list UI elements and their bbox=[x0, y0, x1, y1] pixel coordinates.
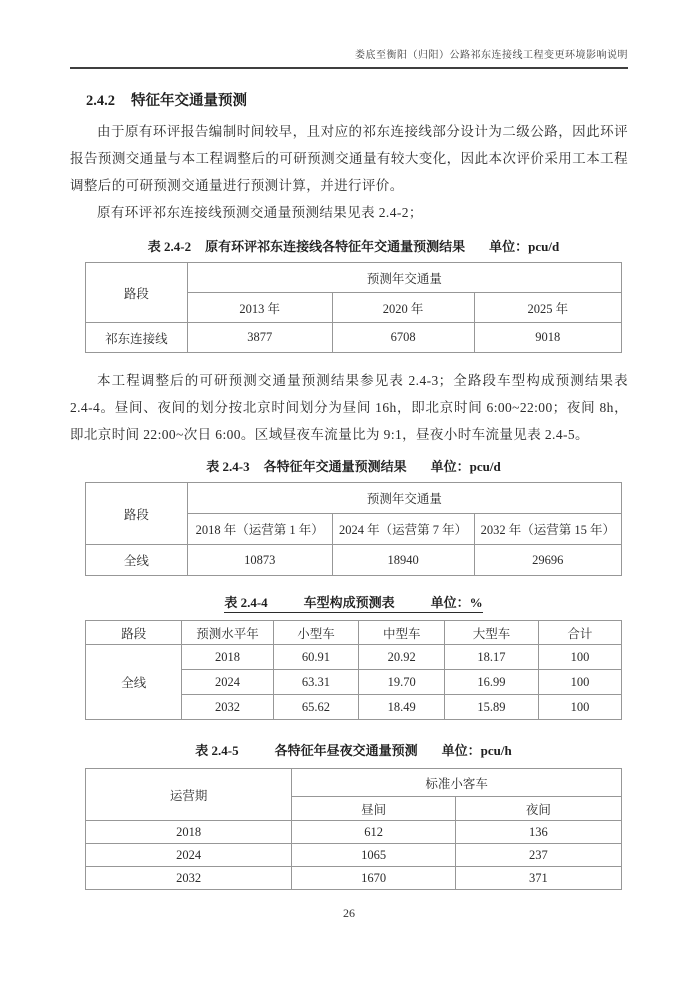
table-2-4-3-title: 各特征年交通量预测结果 bbox=[263, 459, 407, 474]
table-2-4-3-caption bbox=[85, 458, 622, 476]
table-2-4-4-col-header: 中型车 bbox=[359, 621, 445, 645]
table-cell: 16.99 bbox=[445, 670, 539, 695]
table-cell: 9018 bbox=[474, 323, 621, 353]
table-cell: 18.17 bbox=[445, 645, 539, 670]
table-2-4-2-row-label: 祁东连接线 bbox=[86, 323, 188, 353]
table-2-4-4-label: 表 2.4-4 bbox=[224, 595, 268, 610]
table-cell: 371 bbox=[455, 867, 621, 890]
table-row bbox=[86, 263, 622, 293]
table-2-4-5-label: 表 2.4-5 bbox=[195, 743, 239, 758]
table-2-4-4-col-header: 路段 bbox=[86, 621, 182, 645]
table-2-4-5-header-period: 运营期 bbox=[86, 769, 292, 821]
table-2-4-4-col-header: 预测水平年 bbox=[182, 621, 273, 645]
table-cell: 2018 bbox=[86, 821, 292, 844]
table-2-4-3-year-header: 2018 年（运营第 1 年） bbox=[187, 514, 332, 545]
table-2-4-5-unit: 单位：pcu/h bbox=[441, 743, 512, 758]
table-row bbox=[86, 769, 622, 797]
table-2-4-5-title: 各特征年昼夜交通量预测 bbox=[274, 743, 418, 758]
table-row bbox=[86, 545, 622, 576]
table-2-4-2-title: 原有环评祁东连接线各特征年交通量预测结果 bbox=[205, 239, 466, 254]
table-2-4-2-label: 表 2.4-2 bbox=[147, 239, 192, 254]
table-2-4-5-group-header: 标准小客车 bbox=[292, 769, 622, 797]
table-row bbox=[86, 483, 622, 514]
table-2-4-4 bbox=[85, 620, 622, 720]
table-row bbox=[86, 867, 622, 890]
table-cell: 19.70 bbox=[359, 670, 445, 695]
table-2-4-5-sub-header: 夜间 bbox=[455, 797, 621, 821]
table-2-4-2 bbox=[85, 262, 622, 353]
table-cell: 6708 bbox=[332, 323, 474, 353]
table-2-4-5-caption bbox=[85, 742, 622, 760]
header-title: 娄底至衡阳（归阳）公路祁东连接线工程变更环境影响说明 bbox=[355, 50, 628, 61]
table-cell: 65.62 bbox=[273, 695, 359, 720]
page-header bbox=[70, 46, 628, 69]
table-cell: 18940 bbox=[332, 545, 474, 576]
table-2-4-2-header-section: 路段 bbox=[86, 263, 188, 323]
table-2-4-5 bbox=[85, 768, 622, 890]
table-cell: 10873 bbox=[187, 545, 332, 576]
table-cell: 100 bbox=[538, 670, 621, 695]
table-cell: 63.31 bbox=[273, 670, 359, 695]
table-2-4-3-header-section: 路段 bbox=[86, 483, 188, 545]
table-row bbox=[86, 323, 622, 353]
table-2-4-4-caption-text bbox=[224, 595, 482, 613]
section-title: 特征年交通量预测 bbox=[131, 93, 247, 109]
table-cell: 2032 bbox=[182, 695, 273, 720]
table-cell: 3877 bbox=[187, 323, 332, 353]
table-2-4-3-group-header: 预测年交通量 bbox=[187, 483, 621, 514]
table-cell: 2024 bbox=[86, 844, 292, 867]
table-row bbox=[86, 844, 622, 867]
table-cell: 2032 bbox=[86, 867, 292, 890]
table-2-4-2-group-header: 预测年交通量 bbox=[187, 263, 621, 293]
table-2-4-4-title: 车型构成预测表 bbox=[303, 595, 395, 610]
table-2-4-3-year-header: 2032 年（运营第 15 年） bbox=[474, 514, 621, 545]
paragraph-3: 本工程调整后的可研预测交通量预测结果参见表 2.4-3；全路段车型构成预测结果表 2.4-4。昼间、夜间的划分按北京时间划分为昼间 16h，即北京时间 6:00~22:00；夜间 8h，即北京时间 22:00~次日 6:00。区域昼夜车流量比为 9:1，昼夜小时车流量见表 2.4-5。 bbox=[70, 373, 628, 442]
section-heading bbox=[86, 89, 628, 110]
page-number: 26 bbox=[343, 906, 355, 920]
table-2-4-2-year-header: 2025 年 bbox=[474, 293, 621, 323]
table-2-4-2-year-header: 2013 年 bbox=[187, 293, 332, 323]
table-cell: 136 bbox=[455, 821, 621, 844]
table-2-4-3-label: 表 2.4-3 bbox=[206, 459, 250, 474]
table-cell: 1670 bbox=[292, 867, 455, 890]
table-cell: 60.91 bbox=[273, 645, 359, 670]
table-cell: 18.49 bbox=[359, 695, 445, 720]
table-cell: 20.92 bbox=[359, 645, 445, 670]
table-2-4-2-year-header: 2020 年 bbox=[332, 293, 474, 323]
table-cell: 612 bbox=[292, 821, 455, 844]
table-cell: 15.89 bbox=[445, 695, 539, 720]
table-row bbox=[86, 821, 622, 844]
table-cell: 29696 bbox=[474, 545, 621, 576]
table-cell: 100 bbox=[538, 645, 621, 670]
table-cell: 237 bbox=[455, 844, 621, 867]
table-2-4-4-col-header: 大型车 bbox=[445, 621, 539, 645]
paragraph-1: 由于原有环评报告编制时间较早，且对应的祁东连接线部分设计为二级公路，因此环评报告预测交通量与本工程调整后的可研预测交通量有较大变化，因此本次评价采用工本工程调整后的可研预测交通量进行预测计算，并进行评价。 bbox=[70, 124, 628, 193]
table-2-4-3-unit: 单位：pcu/d bbox=[430, 459, 501, 474]
table-2-4-4-caption bbox=[85, 594, 622, 612]
table-2-4-4-col-header: 合计 bbox=[538, 621, 621, 645]
table-2-4-4-unit: 单位：% bbox=[430, 595, 483, 610]
table-2-4-4-row-label: 全线 bbox=[86, 645, 182, 720]
paragraph-2: 原有环评祁东连接线预测交通量预测结果见表 2.4-2； bbox=[97, 205, 423, 220]
table-2-4-2-unit: 单位：pcu/d bbox=[489, 239, 560, 254]
table-2-4-3 bbox=[85, 482, 622, 576]
table-row bbox=[86, 621, 622, 645]
table-cell: 1065 bbox=[292, 844, 455, 867]
section-number: 2.4.2 bbox=[86, 93, 115, 109]
table-2-4-5-sub-header: 昼间 bbox=[292, 797, 455, 821]
page-footer bbox=[70, 906, 628, 921]
table-row bbox=[86, 645, 622, 670]
table-2-4-2-caption bbox=[85, 238, 622, 256]
table-2-4-3-row-label: 全线 bbox=[86, 545, 188, 576]
table-cell: 100 bbox=[538, 695, 621, 720]
table-2-4-4-col-header: 小型车 bbox=[273, 621, 359, 645]
table-cell: 2018 bbox=[182, 645, 273, 670]
table-2-4-3-year-header: 2024 年（运营第 7 年） bbox=[332, 514, 474, 545]
table-cell: 2024 bbox=[182, 670, 273, 695]
